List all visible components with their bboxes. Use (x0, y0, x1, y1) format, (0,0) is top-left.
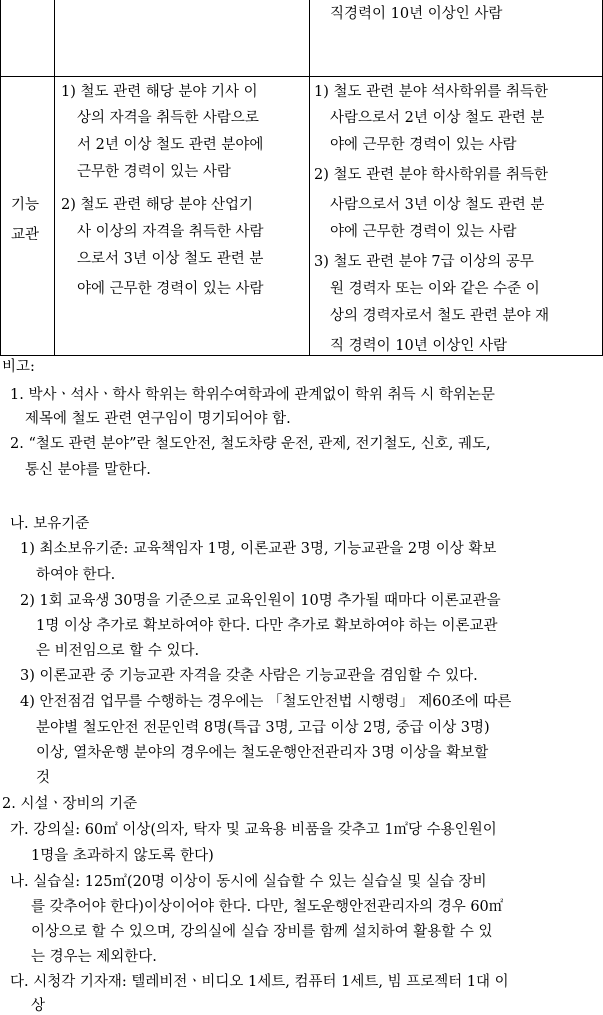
list-item: 상 (31, 998, 46, 1014)
list-item: 를 갖추어야 한다)이상이어야 한다. 다만, 철도운행안전관리자의 경우 60㎡ (31, 899, 504, 915)
section-heading: 나. 보유기준 (10, 516, 90, 532)
list-item: 다. 시청각 기자재: 텔레비전ㆍ비디오 1세트, 컴퓨터 1세트, 빔 프로젝터 1대 이 (10, 974, 509, 990)
table-cell-text: 야에 근무한 경력이 있는 사람 (330, 137, 517, 153)
list-item: 3) 이론교관 중 기능교관 자격을 갖춘 사람은 기능교관을 겸임할 수 있다. (20, 668, 478, 684)
table-cell-text: 야에 근무한 경력이 있는 사람 (77, 281, 264, 297)
list-item: 4) 안전점검 업무를 수행하는 경우에는 「철도안전법 시행령」 제60조에 따른 (20, 694, 512, 710)
list-item: 이상으로 할 수 있으며, 강의실에 실습 장비를 함께 설치하여 활용할 수 있 (31, 924, 493, 940)
list-item: 나. 실습실: 125㎡(20명 이상이 동시에 실습할 수 있는 실습실 및 실습 장비 (10, 874, 487, 890)
note-item: 2. “철도 관련 분야”란 철도안전, 철도차량 운전, 관제, 전기철도, 신호, 궤도, (10, 436, 491, 452)
table-cell-text: 서 2년 이상 철도 관련 분야에 (77, 137, 264, 153)
table-cell-text: 직 경력이 10년 이상인 사람 (330, 338, 507, 354)
list-item: 가. 강의실: 60㎡ 이상(의자, 탁자 및 교육용 비품을 갖추고 1㎡당 수용인원이 (10, 822, 497, 838)
list-item: 2) 1회 교육생 30명을 기준으로 교육인원이 10명 추가될 때마다 이론교관을 (20, 593, 501, 609)
list-item: 것 (36, 770, 51, 786)
table-cell-text: 3) 철도 관련 분야 7급 이상의 공무 (314, 254, 534, 270)
table-cell-text: 사 이상의 자격을 취득한 사람 (77, 224, 264, 240)
table-border-col2 (309, 0, 310, 356)
table-border-col1 (54, 0, 55, 356)
note-item: 통신 분야를 말한다. (25, 462, 151, 478)
table-cell-text: 1) 철도 관련 해당 분야 기사 이 (61, 84, 258, 100)
note-item: 제목에 철도 관련 연구임이 명기되어야 함. (25, 411, 291, 427)
list-item: 1명을 초과하지 않도록 한다) (31, 848, 214, 864)
row-label: 교관 (11, 227, 40, 243)
notes-title: 비고: (2, 359, 35, 375)
table-border-left (0, 0, 1, 356)
list-item: 은 비전임으로 할 수 있다. (36, 643, 200, 659)
table-border-bottom (0, 355, 603, 356)
list-item: 이상, 열차운행 분야의 경우에는 철도운행안전관리자 3명 이상을 확보할 (36, 745, 489, 761)
table-cell-text: 2) 철도 관련 분야 학사학위를 취득한 (314, 167, 549, 183)
table-row-divider (0, 76, 603, 77)
table-cell-text: 원 경력자 또는 이와 같은 수준 이 (330, 281, 540, 297)
list-item: 1) 최소보유기준: 교육책임자 1명, 이론교관 3명, 기능교관을 2명 이상 확보 (20, 541, 497, 557)
section-heading: 2. 시설ㆍ장비의 기준 (2, 796, 138, 812)
list-item: 1명 이상 추가로 확보하여야 한다. 다만 추가로 확보하여야 하는 이론교관 (36, 618, 498, 634)
table-cell-text: 야에 근무한 경력이 있는 사람 (330, 224, 517, 240)
table-cell-text: 상의 경력자로서 철도 관련 분야 재 (330, 308, 550, 324)
table-cell-text: 1) 철도 관련 분야 석사학위를 취득한 (314, 84, 549, 100)
list-item: 는 경우는 제외한다. (31, 949, 157, 965)
table-cell-text: 2) 철도 관련 해당 분야 산업기 (61, 197, 254, 213)
table-cell-text: 근무한 경력이 있는 사람 (77, 164, 231, 180)
table-cell-text: 사람으로서 2년 이상 철도 관련 분 (330, 110, 545, 126)
list-item: 분야별 철도안전 전문인력 8명(특급 3명, 고급 이상 2명, 중급 이상 3명) (36, 720, 490, 736)
table-cell-text: 상의 자격을 취득한 사람으로 (77, 110, 259, 126)
table-cell-text: 으로서 3년 이상 철도 관련 분 (77, 251, 264, 267)
table-cell-text: 직경력이 10년 이상인 사람 (330, 6, 503, 22)
table-cell-text: 사람으로서 3년 이상 철도 관련 분 (330, 197, 545, 213)
list-item: 하여야 한다. (36, 567, 116, 583)
note-item: 1. 박사ㆍ석사ㆍ학사 학위는 학위수여학과에 관계없이 학위 취득 시 학위논문 (10, 387, 495, 403)
row-label: 기능 (11, 197, 40, 213)
